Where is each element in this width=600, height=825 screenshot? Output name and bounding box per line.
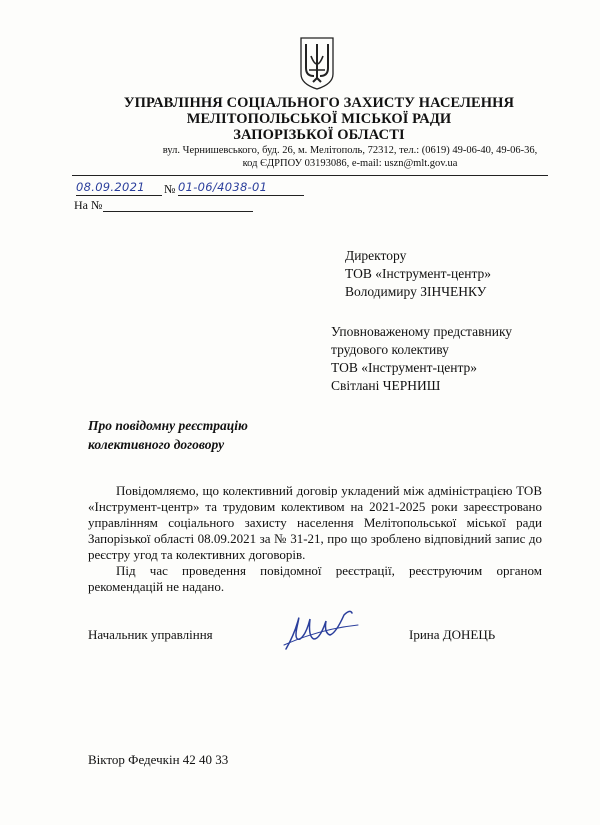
signatory-role: Начальник управління	[88, 627, 213, 642]
trident-icon	[299, 34, 335, 90]
outgoing-date: 08.09.2021	[76, 180, 162, 196]
reply-label: На №	[74, 198, 103, 212]
recipient-representative	[331, 323, 512, 395]
recipient-line: Світлані ЧЕРНИШ	[331, 378, 441, 393]
org-title-line2: МЕЛІТОПОЛЬСЬКОЇ МІСЬКОЇ РАДИ	[186, 111, 452, 127]
recipient-line: ТОВ «Інструмент-центр»	[331, 360, 478, 375]
subject-line: Про повідомну реєстрацію	[88, 418, 248, 433]
body-paragraph: Повідомляємо, що колективний договір укладений між адміністрацією ТОВ «Інструмент-центр» та трудовим колективом на 2021-2025 роки зареєстровано управлінням соціального захисту населення Мелітопольської міської ради Запорізької області 08.09.2021 за № 31-21, про що зроблено відповідний запис до реєстру угод та колективних договорів.	[88, 483, 542, 562]
reply-number-line	[103, 211, 253, 212]
recipient-director	[345, 247, 491, 301]
outgoing-number: 01-06/4038-01	[178, 180, 304, 196]
body-paragraph: Під час проведення повідомної реєстрації, реєструючим органом рекомендацій не надано.	[88, 563, 542, 594]
contact-code-email: код ЄДРПОУ 03193086, e-mail: uszn@mlt.gov.ua	[242, 158, 458, 169]
letter-body	[88, 483, 542, 595]
number-label: №	[164, 182, 176, 196]
contact-address: вул. Чернишевського, буд. 26, м. Мелітополь, 72312, тел.: (0619) 49-06-40, 49-06-36,	[162, 145, 538, 156]
subject-line: колективного договору	[88, 436, 225, 452]
registration-line	[74, 180, 304, 198]
recipient-line: трудового колективу	[331, 342, 449, 357]
recipient-line: Володимиру ЗІНЧЕНКУ	[345, 284, 487, 299]
recipient-line: Директору	[345, 248, 407, 263]
org-title-line1: УПРАВЛІННЯ СОЦІАЛЬНОГО ЗАХИСТУ НАСЕЛЕННЯ	[123, 95, 515, 111]
executor-contact: Віктор Федечкін 42 40 33	[88, 752, 229, 767]
recipient-line: ТОВ «Інструмент-центр»	[345, 266, 492, 281]
recipient-line: Уповноваженому представнику	[331, 324, 513, 339]
signatory-name: Ірина ДОНЕЦЬ	[409, 627, 496, 642]
header-divider	[72, 175, 548, 176]
org-title-line3: ЗАПОРІЗЬКОЇ ОБЛАСТІ	[233, 127, 405, 143]
handwritten-signature	[280, 605, 360, 655]
subject	[88, 417, 248, 454]
